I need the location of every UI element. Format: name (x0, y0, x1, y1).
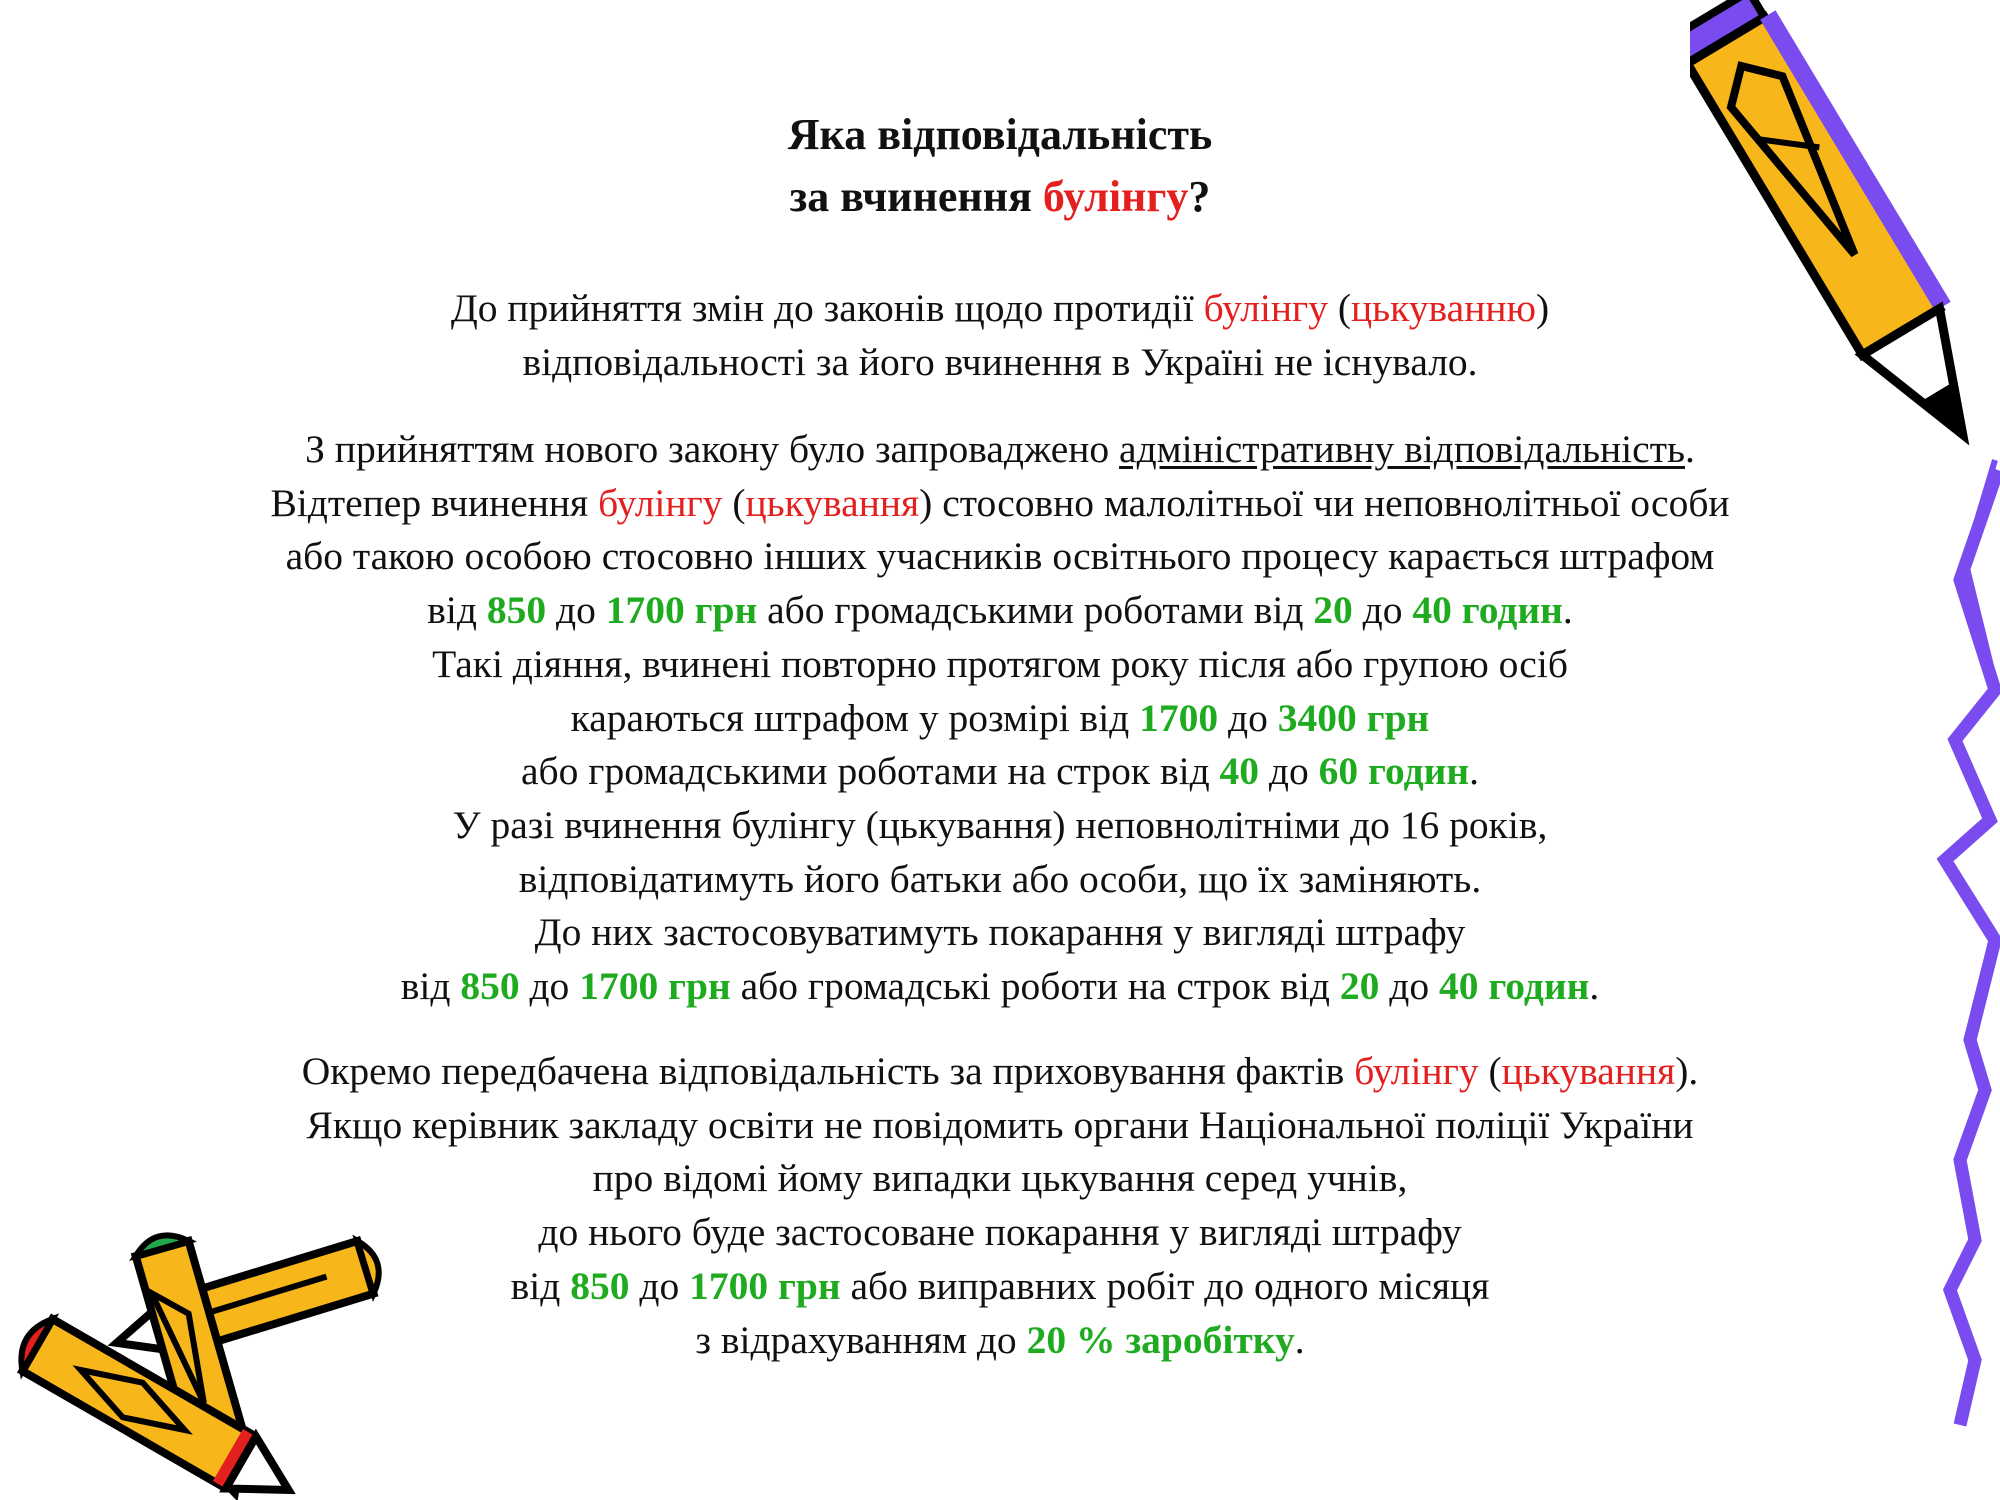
text-line: караються штрафом у розмірі від 1700 до 3400 грн (570, 695, 1430, 740)
slide-title (120, 104, 1880, 228)
text-line: до нього буде застосоване покарання у вигляді штрафу (538, 1210, 1462, 1255)
text-line: від 850 до 1700 грн або громадські роботи на строк від 20 до 40 годин. (400, 964, 1600, 1009)
text-line: До прийняття змін до законів щодо протидії булінгу (цькуванню) (450, 286, 1550, 330)
highlight-term: булінгу (1042, 172, 1189, 221)
slide (120, 0, 1880, 1500)
underlined-term: адміністративну відповідальність (1119, 427, 1685, 471)
text-line: про відомі йому випадки цькування серед учнів, (592, 1156, 1408, 1201)
text-line: відповідатимуть його батьки або особи, що їх заміняють. (518, 856, 1482, 901)
text-line: відповідальності за його вчинення в Україні не існувало. (522, 339, 1478, 384)
paragraph-penalties (120, 423, 1880, 1014)
text-line: До них застосовуватимуть покарання у вигляді штрафу (534, 910, 1466, 955)
text-line: Окремо передбачена відповідальність за приховування фактів булінгу (цькування). (301, 1049, 1699, 1093)
text-line: або такою особою стосовно інших учасників освітнього процесу карається штрафом (285, 534, 1715, 579)
squiggle-ribbon-icon (1900, 440, 2000, 1440)
text-line: з відрахуванням до 20 % заробітку. (695, 1317, 1305, 1362)
text-line: або громадськими роботами на строк від 40 до 60 годин. (521, 749, 1479, 794)
text-line: від 850 до 1700 грн або виправних робіт до одного місяця (510, 1263, 1490, 1308)
text-line: Відтепер вчинення булінгу (цькування) стосовно малолітньої чи неповнолітньої особи (270, 480, 1730, 525)
paragraph-intro (120, 282, 1880, 389)
text-line: Такі діяння, вчинені повторно протягом року після або групою осіб (432, 641, 1568, 686)
text-line: З прийняттям нового закону було запроваджено адміністративну відповідальність. (305, 427, 1695, 471)
text-line: Якщо керівник закладу освіти не повідомить органи Національної поліції України (306, 1102, 1694, 1147)
text-line: У разі вчинення булінгу (цькування) неповнолітніми до 16 років, (452, 802, 1548, 847)
text-line: від 850 до 1700 грн або громадськими роботами від 20 до 40 годин. (427, 588, 1573, 633)
title-line-1: Яка відповідальність (787, 110, 1213, 159)
paragraph-concealment (120, 1045, 1880, 1367)
title-line-2: за вчинення булінгу? (789, 172, 1211, 221)
